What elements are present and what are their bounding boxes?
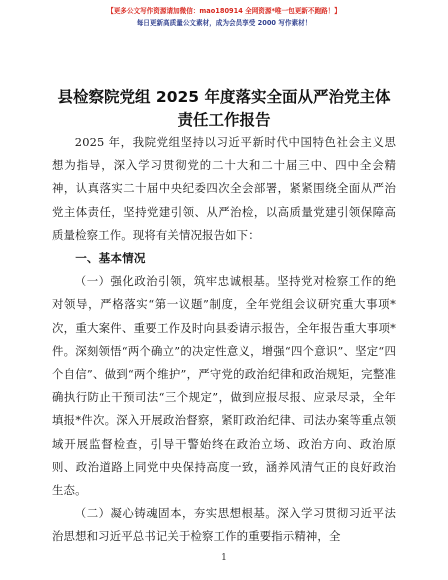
paragraph-lead: （二）凝心铸魂固本，夯实思想根基。 [74, 506, 278, 521]
title-line-2: 责任工作报告 [177, 111, 271, 129]
paragraph-political-guidance [52, 270, 396, 502]
paragraph-lead: （一）强化政治引领，筑牢忠诚根基。 [74, 274, 278, 289]
intro-paragraph: 2025 年，我院党组坚持以习近平新时代中国特色社会主义思想为指导，深入学习贯彻党的二十大和二十届三中、四中全会精神，认真落实二十届中央纪委四次全会部署，紧紧围绕全面从严治党主体责任，坚持党建引领、从严治检，以高质量党建引领保障高质量检察工作。现将有关情况报告如下： [52, 135, 396, 242]
promo-line-1: 【更多公文写作资源请加微信：mao180914 全网资源*唯一包更新不跑路！】 [107, 7, 341, 15]
paragraph-text: 坚持党对检察工作的绝对领导，严格落实“第一议题”制度，全年党组会议研究重大事项*次，重大案件、重要工作及时向县委请示报告，全年报告重大事项*件。深刻领悟“两个确立”的决定性意义，增强“四个意识”、坚定“四个自信”、做到“两个维护”，严守党的政治纪律和政治规矩，完整准确执行防止干预司法“三个规定”，做到应报尽报、应录尽录，全年填报*件次。深入开展政治督察，紧盯政治纪律、司法办案等重点领域开展监督检查，引导干警始终在政治立场、政治方向、政治原则、政治道路上同党中央保持高度一致，涵养风清气正的良好政治生态。 [52, 274, 396, 498]
section-heading-basic-situation: 一、基本情况 [75, 251, 146, 266]
page-number: 1 [221, 553, 227, 563]
promo-line-2: 每日更新高质量公文素材，成为会员享受 2000 写作素材！ [136, 19, 312, 27]
title-line-1: 县检察院党组 2025 年度落实全面从严治党主体 [57, 88, 391, 106]
promo-watermark [0, 5, 448, 29]
paragraph-text: 深入学习贯彻习近平法治思想和习近平总书记关于检察工作的重要指示精神，全 [52, 506, 396, 544]
paragraph-ideological-foundation [52, 502, 396, 548]
document-title [0, 86, 448, 132]
document-body [52, 131, 396, 549]
